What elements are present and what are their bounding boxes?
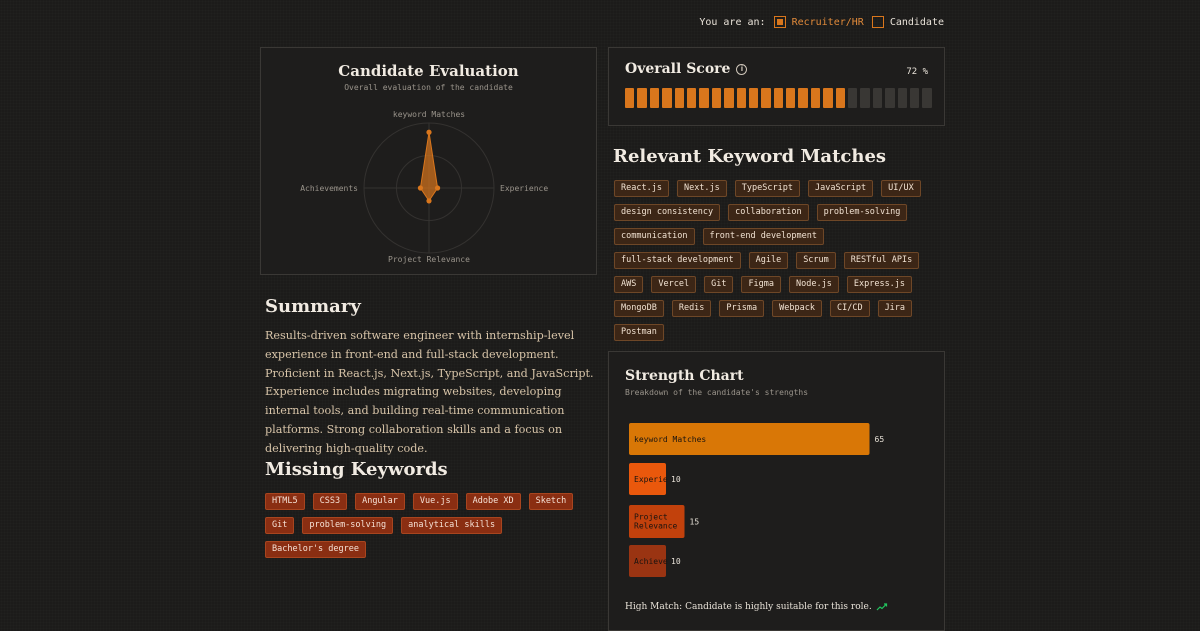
score-segment xyxy=(774,88,783,108)
missing-keyword-tag: analytical skills xyxy=(401,517,502,534)
keyword-match-tag: Express.js xyxy=(847,276,912,293)
score-segment xyxy=(737,88,746,108)
score-segment xyxy=(637,88,646,108)
keyword-match-tag: front-end development xyxy=(703,228,824,245)
keyword-match-tag: design consistency xyxy=(614,204,720,221)
keyword-match-tag: Jira xyxy=(878,300,912,317)
checkbox-unchecked-icon[interactable] xyxy=(872,16,884,28)
keyword-match-tag: Figma xyxy=(741,276,781,293)
score-segment xyxy=(749,88,758,108)
evaluation-subtitle: Overall evaluation of the candidate xyxy=(344,83,513,92)
score-segment xyxy=(724,88,733,108)
strength-bar-value: 65 xyxy=(874,435,885,444)
keyword-match-tag: Vercel xyxy=(651,276,696,293)
overall-score-card xyxy=(608,47,945,126)
keyword-match-tag: UI/UX xyxy=(881,180,921,197)
radar-axis-label: keyword Matches xyxy=(392,110,466,119)
strength-chart-card xyxy=(608,351,945,631)
keyword-match-tag: MongoDB xyxy=(614,300,664,317)
score-segment xyxy=(761,88,770,108)
keyword-match-tag: problem-solving xyxy=(817,204,908,221)
score-segment xyxy=(836,88,845,108)
radar-point xyxy=(418,185,423,190)
missing-keyword-tag: Bachelor's degree xyxy=(265,541,366,558)
keyword-match-tag: JavaScript xyxy=(808,180,873,197)
score-segment xyxy=(675,88,684,108)
keyword-match-tag: RESTful APIs xyxy=(844,252,919,269)
keyword-match-tag: Node.js xyxy=(789,276,839,293)
score-segment xyxy=(922,88,931,108)
missing-keyword-tag: Vue.js xyxy=(413,493,458,510)
radar-axis-label: Experience xyxy=(500,184,549,193)
missing-keyword-tag: Adobe XD xyxy=(466,493,521,510)
keyword-match-tag: Redis xyxy=(672,300,712,317)
score-segment xyxy=(687,88,696,108)
keyword-matches-list xyxy=(614,180,934,341)
score-segment xyxy=(625,88,634,108)
keyword-match-tag: React.js xyxy=(614,180,669,197)
strength-bar-label: keyword Matches xyxy=(634,435,707,444)
score-segment xyxy=(650,88,659,108)
keyword-match-tag: Git xyxy=(704,276,733,293)
keyword-match-tag: Scrum xyxy=(796,252,836,269)
keyword-matches-heading: Relevant Keyword Matches xyxy=(613,146,887,167)
overall-score-value: 72 % xyxy=(906,67,928,77)
keyword-match-tag: CI/CD xyxy=(830,300,870,317)
keyword-match-tag: Webpack xyxy=(772,300,822,317)
keyword-match-tag: AWS xyxy=(614,276,643,293)
role-option-label: Candidate xyxy=(889,16,944,28)
missing-keyword-tag: Angular xyxy=(355,493,405,510)
info-icon[interactable]: i xyxy=(736,64,747,75)
radar-point xyxy=(426,198,431,203)
match-note xyxy=(625,602,888,612)
checkbox-checked-icon[interactable] xyxy=(774,16,786,28)
keyword-match-tag: communication xyxy=(614,228,695,245)
radar-area xyxy=(420,132,437,201)
score-segment xyxy=(860,88,869,108)
score-segment xyxy=(786,88,795,108)
match-note-text: High Match: Candidate is highly suitable for this role. xyxy=(625,602,872,612)
strength-bar-label: Experie xyxy=(634,475,668,484)
missing-keyword-tag: HTML5 xyxy=(265,493,305,510)
strength-chart-subtitle: Breakdown of the candidate's strengths xyxy=(625,388,809,397)
keyword-match-tag: Prisma xyxy=(719,300,764,317)
score-segment xyxy=(662,88,671,108)
score-segment xyxy=(898,88,907,108)
role-prompt: You are an: xyxy=(699,16,766,28)
keyword-match-tag: collaboration xyxy=(728,204,809,221)
radar-point xyxy=(426,130,431,135)
strength-bar-value: 10 xyxy=(671,475,681,484)
score-segment xyxy=(823,88,832,108)
score-segment xyxy=(885,88,894,108)
evaluation-title: Candidate Evaluation xyxy=(338,62,519,80)
score-segment xyxy=(873,88,882,108)
role-option-candidate[interactable] xyxy=(872,16,944,28)
radar-point xyxy=(435,185,440,190)
score-segment xyxy=(798,88,807,108)
strength-bar-label: Achieve xyxy=(634,557,668,566)
role-selector xyxy=(699,16,944,28)
overall-score-title xyxy=(625,61,747,77)
keyword-match-tag: Agile xyxy=(749,252,789,269)
missing-keyword-tag: CSS3 xyxy=(313,493,347,510)
summary-heading: Summary xyxy=(265,296,361,317)
strength-bar-label: Project Relevance xyxy=(634,512,678,531)
radar-chart xyxy=(261,48,598,276)
missing-keywords-heading: Missing Keywords xyxy=(265,459,448,480)
strength-bar-value: 15 xyxy=(689,517,700,527)
strength-bar-value: 10 xyxy=(671,557,681,566)
keyword-match-tag: full-stack development xyxy=(614,252,741,269)
trending-up-icon xyxy=(876,603,888,611)
score-progress-bar xyxy=(625,88,932,108)
keyword-match-tag: TypeScript xyxy=(735,180,800,197)
candidate-evaluation-card xyxy=(260,47,597,275)
score-segment xyxy=(699,88,708,108)
missing-keyword-tag: Git xyxy=(265,517,294,534)
score-segment xyxy=(712,88,721,108)
role-option-label: Recruiter/HR xyxy=(791,16,864,28)
strength-bar-chart xyxy=(609,352,946,592)
radar-axis-label: Project Relevance xyxy=(388,255,470,264)
role-option-recruiter[interactable] xyxy=(774,16,864,28)
keyword-match-tag: Postman xyxy=(614,324,664,341)
score-segment xyxy=(811,88,820,108)
missing-keyword-tag: problem-solving xyxy=(302,517,393,534)
missing-keyword-tag: Sketch xyxy=(529,493,574,510)
keyword-match-tag: Next.js xyxy=(677,180,727,197)
score-segment xyxy=(910,88,919,108)
overall-score-label: Overall Score xyxy=(625,61,731,77)
strength-chart-title: Strength Chart xyxy=(625,368,744,384)
radar-axis-label: Achievements xyxy=(300,184,358,193)
summary-text: Results-driven software engineer with internship-level experience in front-end and full-stack development. Proficient in React.js, Next.js, TypeScript, and JavaScript. Experience includes migrating websites, developing internal tools, and building real-time communication platforms. Strong collaboration skills and a focus on delivering high-quality code. xyxy=(265,329,594,455)
missing-keywords-list xyxy=(265,493,595,558)
score-segment xyxy=(848,88,857,108)
